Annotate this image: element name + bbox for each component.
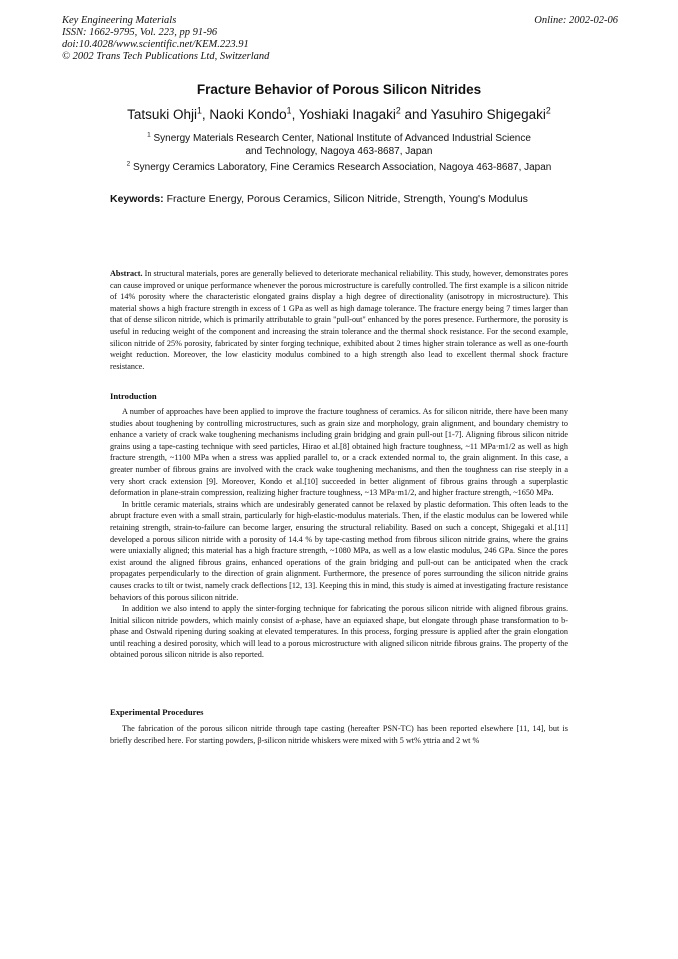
introduction-paragraph-3: In addition we also intend to apply the sinter-forging technique for fabricating the porous silicon nitride with aligned fibrous grains. Initial silicon nitride powders, which mainly consist of a-phase, have an equiaxed shape, but elongate through phase transformation to b-phase and Ostwald ripening during soaking at elevated temperatures. In this process, forging pressure is applied after the grain elongation until reaching a desired porosity, which will lead to a porous microstructure with aligned silicon nitride fibrous grains. The property of the obtained porous silicon nitride is also reported. [110, 604, 568, 660]
author-separator: and [400, 107, 431, 122]
journal-name: Key Engineering Materials [62, 15, 177, 26]
abstract-label: Abstract. [110, 269, 143, 278]
introduction-heading: Introduction [110, 391, 157, 401]
keywords-label: Keywords: [110, 193, 164, 205]
affiliation-text: Synergy Materials Research Center, National Institute of Advanced Industrial Science [153, 133, 531, 144]
abstract [110, 268, 568, 372]
author-separator: , [291, 107, 299, 122]
author-list [0, 107, 678, 122]
author-affiliation-mark: 1 [286, 105, 292, 116]
experimental-body [110, 723, 568, 746]
abstract-text: In structural materials, pores are generally believed to deteriorate mechanical reliability. This study, however, demonstrates pores can cause improved or unique performance whenever the porous microstructure is carefully controlled. The first example is a silicon nitride of 14% porosity where the characteristic elongated grains display a high degree of directionality (anisotropy in microstructure). This material shows a high fracture strength in excess of 1 GPa as well as high damage tolerance. The fracture energy being 7 times larger than that of dense silicon nitride, which is primarily attributable to grain "pull-out" enhanced by the pores presence. Furthermore, the porosity is useful in reducing weight of the component and increasing the strain tolerance and the thermal shock resistance. For the second example, silicon nitride of 25% porosity, fabricated by sinter forging technique, exhibited about 2 times higher strain tolerance as well as one-fourth weight reduction. Moreover, the low elasticity modulus combined to a high strength also lead to excellent thermal shock fracture resistance. [110, 269, 569, 371]
author-name: Naoki Kondo [209, 107, 287, 122]
experimental-paragraph-1: The fabrication of the porous silicon nitride through tape casting (hereafter PSN-TC) has been reported elsewhere [11, 14], but is briefly described here. For starting powders, β-silicon nitride whiskers were mixed with 5 wt% yttria and 2 wt % [110, 724, 568, 745]
author-affiliation-mark: 2 [395, 105, 401, 116]
copyright-line: © 2002 Trans Tech Publications Ltd, Switzerland [62, 51, 270, 62]
affiliation-text: and Technology, Nagoya 463-8687, Japan [245, 145, 433, 157]
keywords [110, 193, 528, 205]
affiliation-2 [0, 162, 678, 175]
affiliation-text: Synergy Ceramics Laboratory, Fine Ceramics Research Association, Nagoya 463-8687, Japan [133, 162, 552, 173]
paper-title: Fracture Behavior of Porous Silicon Nitrides [196, 82, 482, 97]
introduction-paragraph-1: A number of approaches have been applied to improve the fracture toughness of ceramics. As for silicon nitride, there have been many studies about toughening by controlling microstructures, such as grain size and morphology, grain alignment, and boundary chemistry to enhance a variety of crack wake toughening mechanisms including grain bridging and grain pull-out [1-7]. Aligning fibrous silicon nitride grains using a tape-casting technique with seed particles, Hirao et al.[8] obtained high fracture toughness, ~11 MPa·m1/2 as well as high fracture strength, ~1100 MPa when a stress was applied parallel to, or a crack extended normal to, the grain alignment. In this case, a greater number of fibrous grains are involved with the crack wake toughening mechanisms, and then the toughness can rise steeply in a very short crack extension [9]. Moreover, Kondo et al.[10] succeeded in better alignment of fibrous grains through a superplastic deformation in plane-strain compression, realizing higher fracture toughness, ~13 MPa·m1/2, and higher fracture strength, ~1650 MPa. [110, 407, 568, 498]
experimental-heading: Experimental Procedures [110, 707, 204, 717]
affiliation-mark: 2 [126, 160, 131, 168]
journal-header [62, 15, 618, 63]
author-name: Yasuhiro Shigegaki [430, 107, 546, 122]
affiliation-1 [0, 133, 678, 158]
issn-line: ISSN: 1662-9795, Vol. 223, pp 91-96 [62, 27, 218, 38]
online-date: Online: 2002-02-06 [534, 15, 618, 26]
author-affiliation-mark: 2 [545, 105, 551, 116]
author-name: Yoshiaki Inagaki [298, 107, 396, 122]
keywords-text: Fracture Energy, Porous Ceramics, Silicon Nitride, Strength, Young's Modulus [166, 193, 528, 205]
doi-line[interactable]: doi:10.4028/www.scientific.net/KEM.223.91 [62, 39, 249, 50]
author-affiliation-mark: 1 [196, 105, 202, 116]
introduction-paragraph-2: In brittle ceramic materials, strains which are undesirably generated cannot be relaxed by plastic deformation. This often leads to the abrupt fracture even with a small strain, particularly for high-elastic-modulus materials. Then, if the elastic modulus can be lowered while retaining strength, strain-to-failure can become larger, ensuring the structural reliability. Based on such a concept, Shigegaki et al.[11] developed a porous silicon nitride with a porosity of 14.4 % by tape-casting method from fibrous silicon nitride grains, where the grains were uniaxially aligned; this material has a high fracture strength, ~1080 MPa, as well as a low elastic modulus, 246 GPa. Since the pores exist around the aligned fibrous grains, enhanced operations of the grain bridging and pull-out can be anticipated when the crack propagates perpendicularly to the direction of grain alignment. Furthermore, the presence of pores surrounding the silicon nitride grains causes cracks to tilt or twist, namely crack deflections [12, 13]. Keeping this in mind, this study is aimed at investigating fracture resistance behaviors of this porous silicon nitride. [110, 499, 568, 602]
introduction-body [110, 406, 568, 661]
author-name: Tatsuki Ohji [127, 107, 197, 122]
author-separator: , [201, 107, 210, 122]
affiliation-mark: 1 [147, 131, 151, 139]
